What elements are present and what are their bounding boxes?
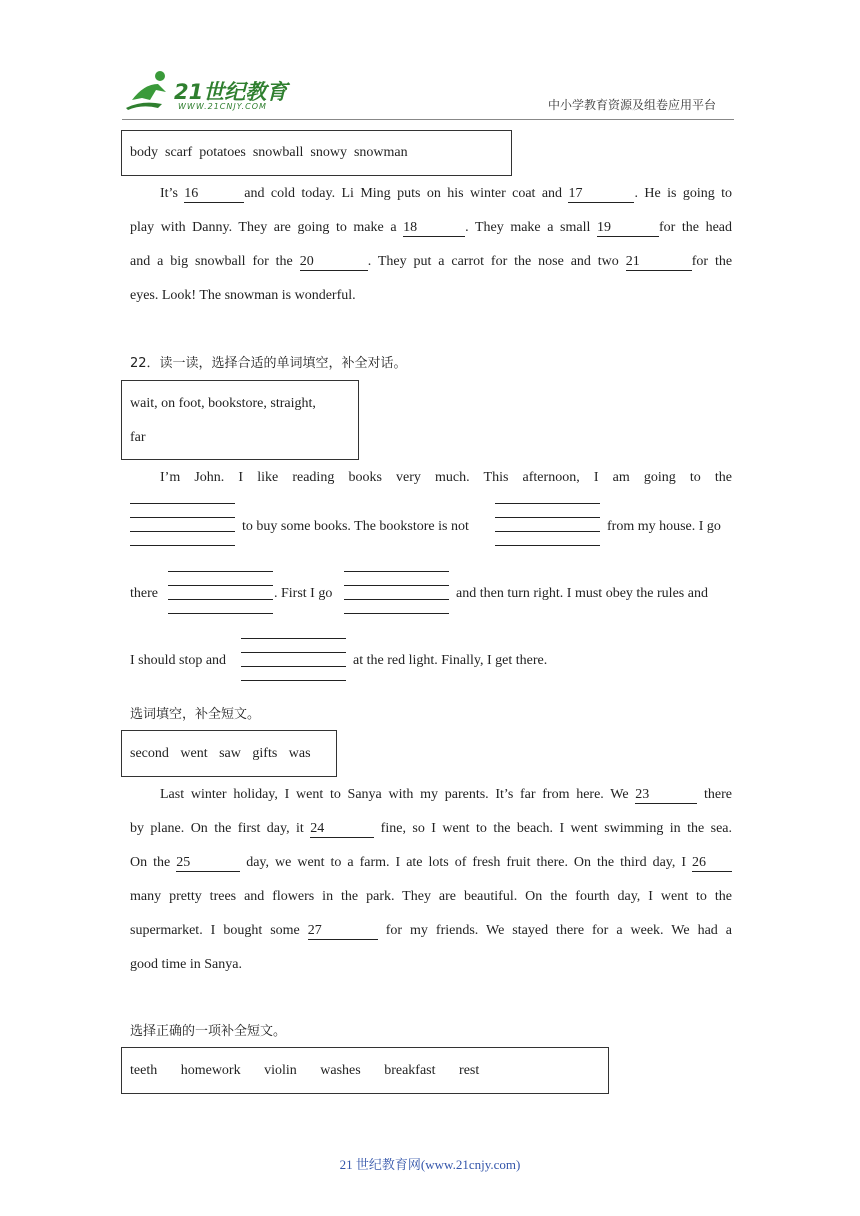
word-box-item: potatoes [199, 145, 246, 160]
platform-text: 中小学教育资源及组卷应用平台 [548, 98, 717, 112]
passage-2-text: to buy some books. The bookstore is not [242, 519, 469, 534]
blank-on-foot[interactable] [168, 571, 274, 615]
blank-wait[interactable] [241, 638, 347, 682]
word-box-text: wait, on foot, bookstore, straight, [130, 396, 316, 411]
logo-url: WWW.21CNJY.COM [178, 102, 267, 111]
blank-25[interactable]: 25 [176, 854, 240, 872]
word-box-item: gifts [252, 746, 278, 761]
passage-2-text: and then turn right. I must obey the rules and [456, 586, 708, 601]
word-box-1 [121, 130, 512, 176]
word-box-item: was [288, 746, 311, 761]
word-box-4 [121, 1047, 609, 1094]
passage-1-line: and a big snowball for the 20 . They put a carrot for the nose and two 21 for the [130, 254, 733, 269]
blank-23[interactable]: 23 [635, 786, 697, 804]
word-box-item: teeth [130, 1063, 158, 1078]
question-22-title: 22．读一读，选择合适的单词填空，补全对话。 [130, 356, 407, 371]
blank-16[interactable]: 16 [184, 185, 244, 203]
footer-link[interactable]: 21 世纪教育网(www.21cnjy.com) [339, 1157, 521, 1172]
runner-logo-icon [122, 70, 178, 112]
word-box-2 [121, 380, 359, 460]
passage-2-text: from my house. I go [607, 519, 721, 534]
blank-19[interactable]: 19 [597, 219, 659, 237]
word-box-item: went [180, 746, 208, 761]
passage-3-line: by plane. On the first day, it 24 fine, so I went to the beach. I went swimming in the sea. [130, 821, 732, 836]
blank-26[interactable]: 26 [692, 854, 732, 872]
blank-far[interactable] [495, 503, 601, 547]
word-box-item: breakfast [384, 1063, 436, 1078]
section-4-title: 选择正确的一项补全短文。 [130, 1024, 287, 1039]
section-3-title: 选词填空，补全短文。 [130, 707, 261, 722]
passage-1-line: play with Danny. They are going to make a 18 . They make a small 19 for the head [130, 220, 733, 235]
word-box-item: scarf [165, 145, 193, 160]
passage-2-text: . First I go [274, 586, 333, 601]
word-box-item: rest [459, 1063, 480, 1078]
word-box-text: far [130, 430, 146, 445]
passage-1-line: It’s 16 and cold today. Li Ming puts on his winter coat and 17 . He is going to [160, 186, 733, 201]
blank-24[interactable]: 24 [310, 820, 374, 838]
blank-17[interactable]: 17 [568, 185, 634, 203]
word-box-item: snowy [310, 145, 347, 160]
blank-bookstore[interactable] [130, 503, 236, 547]
logo-text: 21世纪教育 [174, 80, 288, 104]
passage-2-text: I should stop and [130, 653, 227, 668]
word-box-item: snowball [252, 145, 304, 160]
word-box-item: second [130, 746, 169, 761]
site-logo [122, 70, 292, 116]
passage-2-line: I’m John. I like reading books very much. This afternoon, I am going to the [160, 470, 732, 485]
passage-3-line: many pretty trees and flowers in the park. They are beautiful. On the fourth day, I went to the [130, 889, 732, 904]
header-divider [122, 119, 734, 120]
word-box-item: body [130, 145, 158, 160]
word-box-item: homework [180, 1063, 241, 1078]
blank-27[interactable]: 27 [308, 922, 378, 940]
blank-straight[interactable] [344, 571, 450, 615]
word-box-item: snowman [353, 145, 408, 160]
word-box-item: saw [219, 746, 241, 761]
passage-3-line: supermarket. I bought some 27 for my friends. We stayed there for a week. We had a [130, 923, 732, 938]
blank-21[interactable]: 21 [626, 253, 692, 271]
passage-2-text: at the red light. Finally, I get there. [353, 653, 548, 668]
blank-20[interactable]: 20 [300, 253, 368, 271]
passage-3-line: good time in Sanya. [130, 957, 242, 972]
passage-3-line: On the 25 day, we went to a farm. I ate lots of fresh fruit there. On the third day, I 26 [130, 853, 732, 873]
passage-3-line: Last winter holiday, I went to Sanya with my parents. It’s far from here. We 23 there [160, 787, 733, 802]
passage-2-text: there [130, 586, 158, 601]
blank-18[interactable]: 18 [403, 219, 465, 237]
word-box-3 [121, 730, 337, 777]
word-box-item: violin [264, 1063, 297, 1078]
word-box-item: washes [320, 1063, 361, 1078]
passage-1-line: eyes. Look! The snowman is wonderful. [130, 288, 356, 303]
